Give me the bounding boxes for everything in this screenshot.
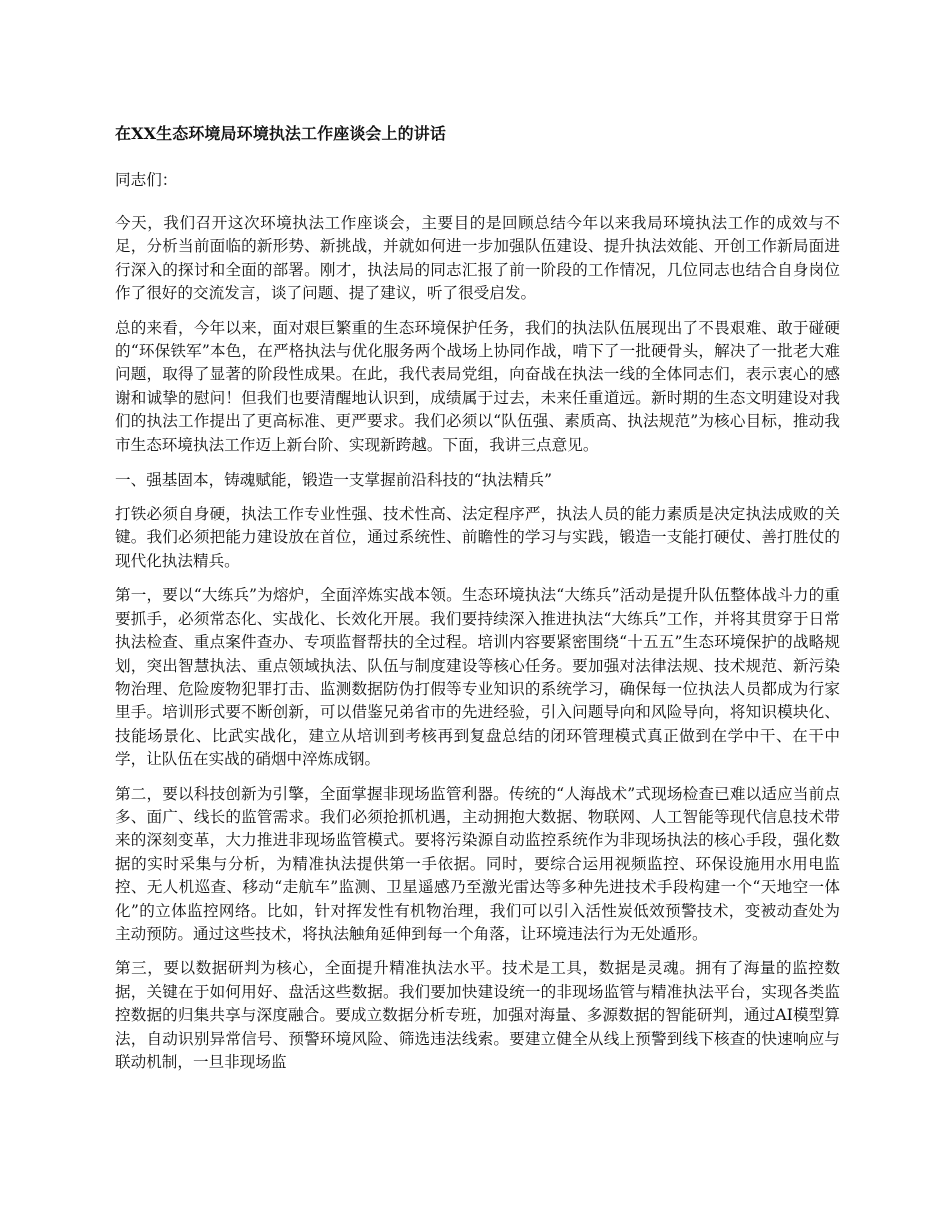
section-one-paragraph-intro: 打铁必须自身硬，执法工作专业性强、技术性高、法定程序严，执法人员的能力素质是决定执法成败的关键。我们必须把能力建设放在首位，通过系统性、前瞻性的学习与实践，锻造一支能打硬仗、善打胜仗的现代化执法精兵。 (115, 505, 840, 570)
document-title: 在XX生态环境局环境执法工作座谈会上的讲话 (115, 124, 446, 143)
section-heading-one: 一、强基固本，铸魂赋能，锻造一支掌握前沿科技的“执法精兵” (115, 471, 552, 490)
section-one-paragraph-third: 第三，要以数据研判为核心，全面提升精准执法水平。技术是工具，数据是灵魂。拥有了海量的监控数据，关键在于如何用好、盘活这些数据。我们要加快建设统一的非现场监管与精准执法平台，实现各类监控数据的归集共享与深度融合。要成立数据分析专班，加强对海量、多源数据的智能研判，通过AI模型算法，自动识别异常信号、预警环境风险、筛选违法线索。要建立健全从线上预警到线下核查的快速响应与联动机制，一旦非现场监 (115, 959, 840, 1071)
section-one-paragraph-first: 第一，要以“大练兵”为熔炉，全面淬炼实战本领。生态环境执法“大练兵”活动是提升队伍整体战斗力的重要抓手，必须常态化、实战化、长效化开展。我们要持续深入推进执法“大练兵”工作，并将其贯穿于日常执法检查、重点案件查办、专项监督帮扶的全过程。培训内容要紧密围绕“十五五”生态环境保护的战略规划，突出智慧执法、重点领域执法、队伍与制度建设等核心任务。要加强对法律法规、技术规范、新污染物治理、危险废物犯罪打击、监测数据防伪打假等专业知识的系统学习，确保每一位执法人员都成为行家里手。培训形式要不断创新，可以借鉴兄弟省市的先进经验，引入问题导向和风险导向，将知识模块化、技能场景化、比武实战化，建立从培训到考核再到复盘总结的闭环管理模式真正做到在学中干、在干中学，让队伍在实战的硝烟中淬炼成钢。 (115, 586, 840, 769)
salutation: 同志们： (115, 171, 178, 189)
section-one-paragraph-second: 第二，要以科技创新为引擎，全面掌握非现场监管利器。传统的“人海战术”式现场检查已难以适应当前点多、面广、线长的监管需求。我们必须抢抓机遇，主动拥抱大数据、物联网、人工智能等现代信息技术带来的深刻变革，大力推进非现场监管模式。要将污染源自动监控系统作为非现场执法的核心手段，强化数据的实时采集与分析，为精准执法提供第一手依据。同时，要综合运用视频监控、环保设施用水用电监控、无人机巡查、移动“走航车”监测、卫星遥感乃至激光雷达等多种先进技术手段构建一个“天地空一体化”的立体监控网络。比如，针对挥发性有机物治理，我们可以引入活性炭低效预警技术，变被动查处为主动预防。通过这些技术，将执法触角延伸到每一个角落，让环境违法行为无处遁形。 (115, 784, 840, 943)
intro-paragraph-1: 今天，我们召开这次环境执法工作座谈会，主要目的是回顾总结今年以来我局环境执法工作的成效与不足，分析当前面临的新形势、新挑战，并就如何进一步加强队伍建设、提升执法效能、开创工作新局面进行深入的探讨和全面的部署。刚才，执法局的同志汇报了前一阶段的工作情况，几位同志也结合自身岗位作了很好的交流发言，谈了问题、提了建议，听了很受启发。 (115, 214, 840, 303)
document-page (115, 122, 840, 1085)
intro-paragraph-2: 总的来看，今年以来，面对艰巨繁重的生态环境保护任务，我们的执法队伍展现出了不畏艰难、敢于碰硬的“环保铁军”本色，在严格执法与优化服务两个战场上协同作战，啃下了一批硬骨头，解决了一批老大难问题，取得了显著的阶段性成果。在此，我代表局党组，向奋战在执法一线的全体同志们，表示衷心的感谢和诚挚的慰问！但我们也要清醒地认识到，成绩属于过去，未来任重道远。新时期的生态文明建设对我们的执法工作提出了更高标准、更严要求。我们必须以“队伍强、素质高、执法规范”为核心目标，推动我市生态环境执法工作迈上新台阶、实现新跨越。下面，我讲三点意见。 (115, 318, 840, 454)
